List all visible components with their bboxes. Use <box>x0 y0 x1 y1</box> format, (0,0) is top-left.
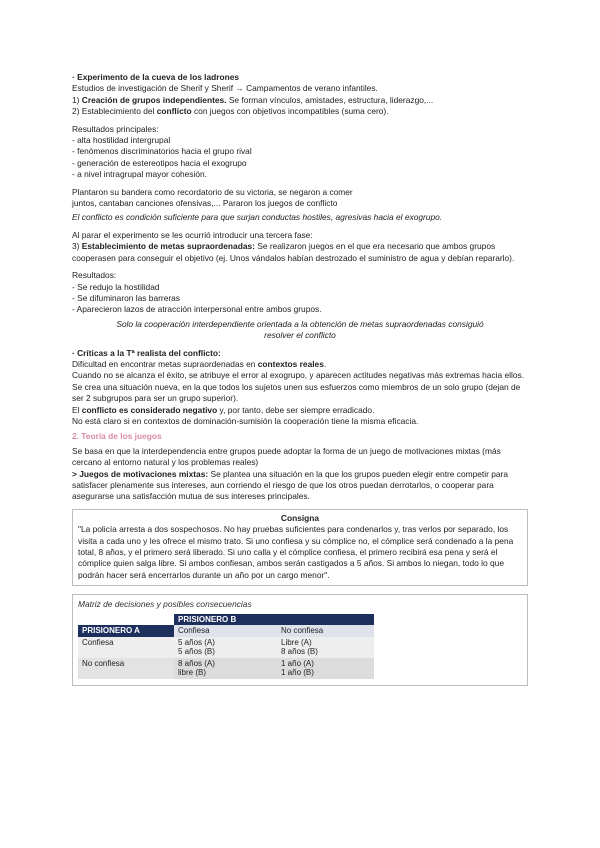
text: . <box>323 358 327 369</box>
paragraph: Al parar el experimento se les ocurrió introducir una tercera fase: <box>72 229 313 240</box>
row-header-prisoner-a: PRISIONERO A <box>78 625 174 637</box>
table-row <box>78 637 374 658</box>
consigna-text: "La policía arresta a dos sospechosos. No hay pruebas suficientes para condenarlos y, tras verlos por separado, los visita a cada uno y les ofrece el mismo trato. Si uno confiesa y su cómplice no, el cómplice será condenado a la pena total, 8 años, y el primero será liberado. Si uno calla y el cómplice confiesa, el primero recibirá esa pena y será el cómplice quien salga libre. Si ambos confiesan, ambos serán castigados a 5 años. Si ambos lo niegan, todo lo que podrán hacer será encerrarlos durante un año por un cargo menor". <box>78 524 514 580</box>
paragraph: Se crea una situación nueva, en la que todos los sujetos unen sus esfuerzos como miembros de un solo grupo (dejan de ser 2 subgrupos para ser un grupo superior). <box>72 381 521 404</box>
text: Se plantea una situación en la que los grupos pueden elegir entre competir para satisfacer plenamente sus intereses, aun corriendo el riesgo de que los otros puedan derrotarlos, o cooperar para asegurarse una satisfacción mutua de sus intereses principales. <box>72 468 508 502</box>
list-item: - Se difuminaron las barreras <box>72 292 180 303</box>
consigna-box <box>72 509 528 586</box>
row-label: No confiesa <box>78 658 174 679</box>
phase-text: con juegos con objetivos incompatibles (suma cero). <box>191 106 389 117</box>
table-cell <box>277 637 374 658</box>
section-heading-criticas: · Críticas a la Tª realista del conflicto: <box>72 347 221 358</box>
paragraph: Se basa en que la interdependencia entre grupos puede adoptar la forma de un juego de motivaciones mixtas (más cercano al entorno natural y los problemas reales) <box>72 445 501 468</box>
cell-line: Libre (A) <box>281 637 312 647</box>
phase-3 <box>72 241 528 264</box>
cell-line: 1 año (A) <box>281 658 314 668</box>
column-header-prisoner-b: PRISIONERO B <box>174 614 374 626</box>
column-option: No confiesa <box>277 625 374 637</box>
paragraph <box>72 405 528 416</box>
cell-line: 5 años (B) <box>178 647 215 657</box>
results-title: Resultados principales: <box>72 123 159 134</box>
consigna-title: Consigna <box>280 512 320 523</box>
text: Dificultad en encontrar metas supraordenadas en <box>72 358 258 369</box>
results-title: Resultados: <box>72 270 117 281</box>
table-cell <box>174 658 277 679</box>
keyword: conflicto es considerado negativo <box>81 404 218 415</box>
phase-2 <box>72 106 528 117</box>
italic-conclusion: Solo la cooperación interdependiente orientada a la obtención de metas supraordenadas consiguió resolver el conflicto <box>116 318 484 341</box>
cell-line: 5 años (A) <box>178 637 215 647</box>
section-heading-experiment: · Experimento de la cueva de los ladrones <box>72 72 240 82</box>
table-row <box>78 658 374 679</box>
decision-matrix-table <box>78 614 374 679</box>
matrix-caption: Matriz de decisiones y posibles consecuencias <box>78 599 252 610</box>
phase-text: Se forman vínculos, amistades, estructura, liderazgo,... <box>226 94 434 105</box>
keyword: > Juegos de motivaciones mixtas: <box>72 468 209 479</box>
phase-keyword: conflicto <box>156 106 192 117</box>
cell-line: 8 años (B) <box>281 647 318 657</box>
keyword: contextos reales <box>257 358 324 369</box>
phase-number: 1) <box>72 94 82 105</box>
list-item: - generación de estereotipos hacia el exogrupo <box>72 157 247 168</box>
paragraph: Cuando no se alcanza el éxito, se atribuye el error al exogrupo, y aparecen actitudes negativas más extremas hacia ellos. <box>72 370 525 381</box>
list-item: - alta hostilidad intergrupal <box>72 135 171 146</box>
page-content <box>72 72 528 686</box>
text: El <box>72 404 82 415</box>
matrix-box <box>72 594 528 685</box>
column-option: Confiesa <box>174 625 277 637</box>
text: y, por tanto, debe ser siempre erradicado. <box>217 404 375 415</box>
list-item: - Se redujo la hostilidad <box>72 281 160 292</box>
phase-1 <box>72 95 528 106</box>
phase-title: Establecimiento de metas supraordenadas: <box>81 241 255 252</box>
paragraph <box>72 359 528 370</box>
paragraph: Estudios de investigación de Sherif y Sherif → Campamentos de verano infantiles. <box>72 83 378 94</box>
list-item: - a nivel intragrupal mayor cohesión. <box>72 169 207 180</box>
phase-number: 3) <box>72 241 82 252</box>
list-item: - fenómenos discriminatorios hacia el grupo rival <box>72 146 252 157</box>
cell-line: 8 años (A) <box>178 658 215 668</box>
cell-line: 1 año (B) <box>281 668 314 678</box>
paragraph: No está claro si en contextos de dominación-sumisión la cooperación tiene la misma eficacia. <box>72 415 419 426</box>
list-item: - Aparecieron lazos de atracción interpersonal entre ambos grupos. <box>72 304 322 315</box>
row-label: Confiesa <box>78 637 174 658</box>
phase-text: Se realizaron juegos en el que era necesario que ambos grupos cooperasen para conseguir el objetivo (ej. Unos vándalos habían destrozado el suministro de agua y debían repararlo). <box>72 241 515 263</box>
paragraph <box>72 469 528 503</box>
section-heading-teoria: 2. Teoría de los juegos <box>72 431 162 442</box>
matrix-empty-cell <box>78 614 174 626</box>
cell-line: libre (B) <box>178 668 207 678</box>
phase-title: Creación de grupos independientes. <box>81 94 227 105</box>
table-cell <box>277 658 374 679</box>
phase-text: 2) Establecimiento del <box>72 106 157 117</box>
italic-conclusion: El conflicto es condición suficiente para que surjan conductas hostiles, agresivas hacia el exogrupo. <box>72 212 443 223</box>
table-cell <box>174 637 277 658</box>
paragraph: Plantaron su bandera como recordatorio de su victoria, se negaron a comer juntos, cantaban canciones ofensivas,... Pararon los juegos de conflicto <box>72 186 353 209</box>
